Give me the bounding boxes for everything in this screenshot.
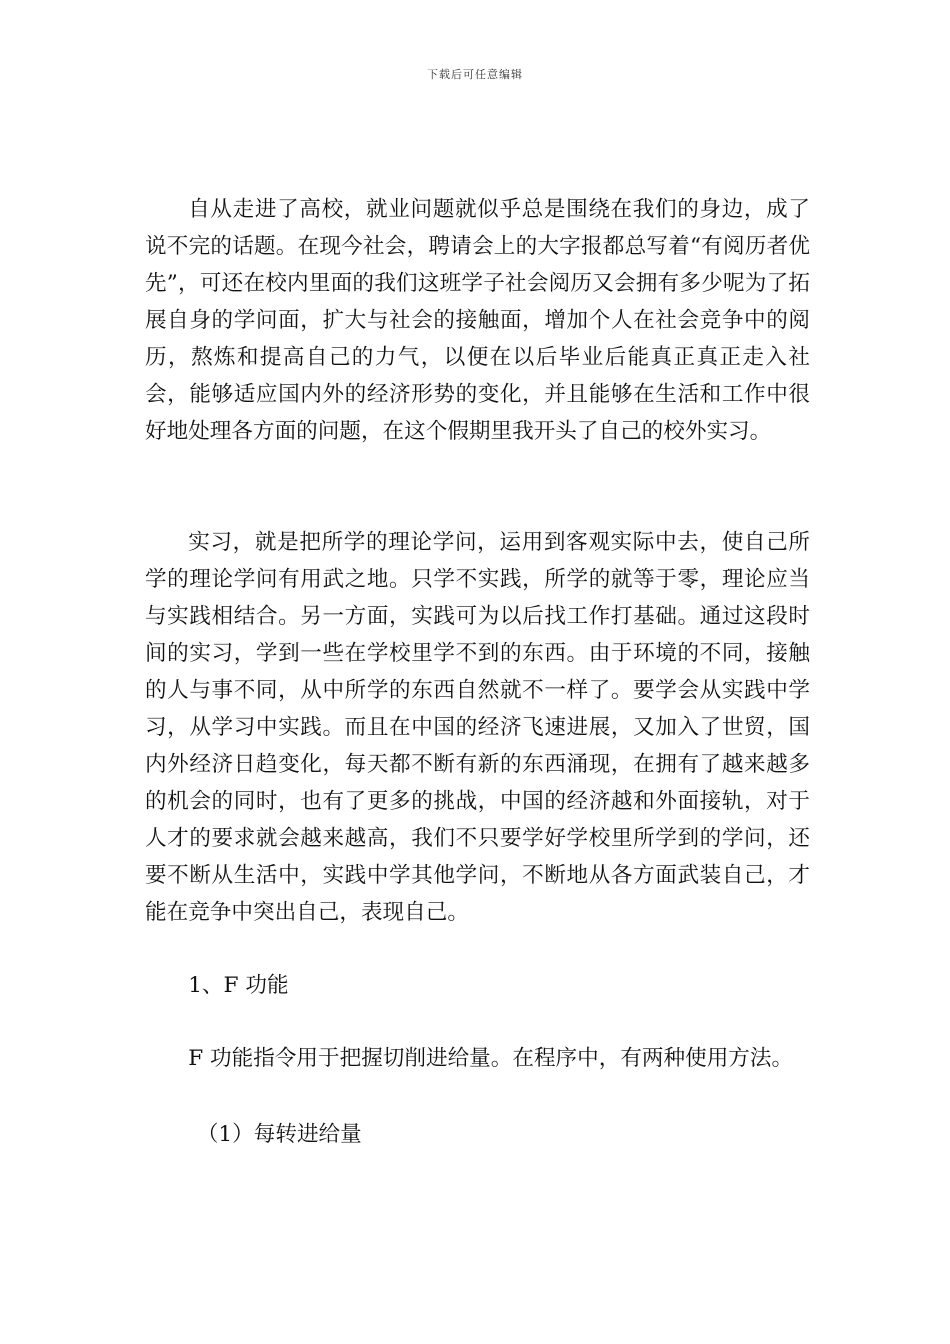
paragraph-intro: 自从走进了高校，就业问题就似乎总是围绕在我们的身边，成了说不完的话题。在现今社会，聘请会上的大字报都总写着“有阅历者优先”，可还在校内里面的我们这班学子社会阅历又会拥有多少呢为了拓展自身的学问面，扩大与社会的接触面，增加个人在社会竞争中的阅历，熬炼和提高自己的力气，以便在以后毕业后能真正真正走入社会，能够适应国内外的经济形势的变化，并且能够在生活和工作中很好地处理各方面的问题，在这个假期里我开头了自己的校外实习。 <box>145 197 810 444</box>
section-body: F 功能指令用于把握切削进给量。在程序中，有两种使用方法。 <box>188 1046 794 1071</box>
subsection-heading: （1）每转进给量 <box>196 1122 362 1147</box>
paragraph-internship: 实习，就是把所学的理论学问，运用到客观实际中去，使自己所学的理论学问有用武之地。只学不实践，所学的就等于零，理论应当与实践相结合。另一方面，实践可为以后找工作打基础。通过这段时间的实习，学到一些在学校里学不到的东西。由于环境的不同，接触的人与事不同，从中所学的东西自然就不一样了。要学会从实践中学习，从学习中实践。而且在中国的经济飞速进展，又加入了世贸，国内外经济日趋变化，每天都不断有新的东西涌现，在拥有了越来越多的机会的同时，也有了更多的挑战，中国的经济越和外面接轨，对于人才的要求就会越来越高，我们不只要学好学校里所学到的学问，还要不断从生活中，实践中学其他学问，不断地从各方面武装自己，才能在竞争中突出自己，表现自己。 <box>145 530 810 925</box>
header-note: 下载后可任意编辑 <box>427 68 523 81</box>
section-heading: 1、F 功能 <box>188 973 289 998</box>
